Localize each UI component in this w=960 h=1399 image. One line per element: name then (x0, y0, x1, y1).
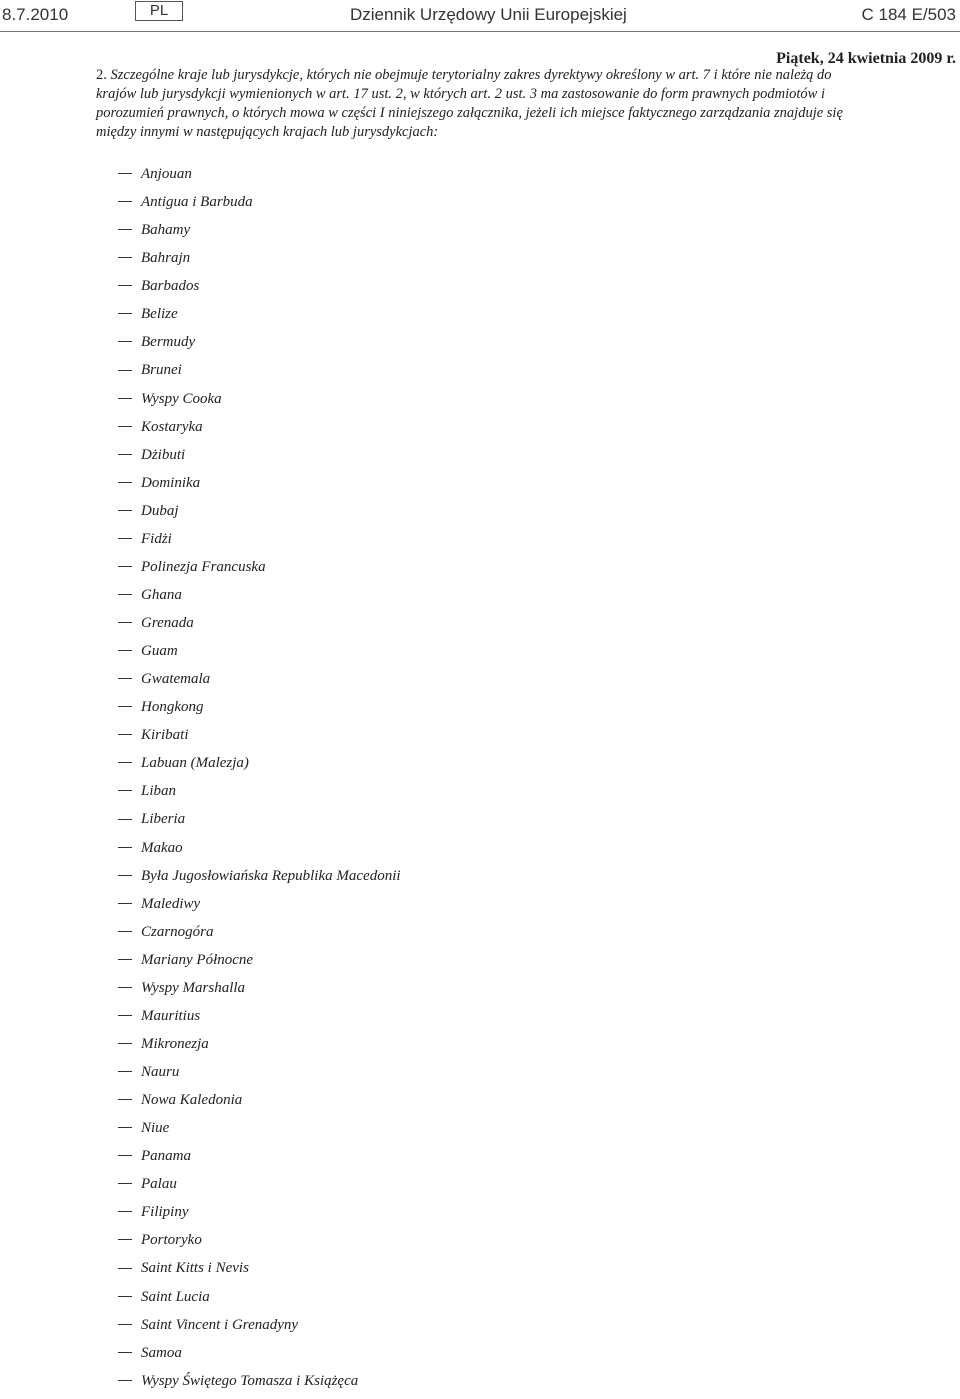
list-item (118, 473, 401, 501)
jurisdiction-name: Czarnogóra (141, 923, 214, 940)
list-item (118, 332, 401, 360)
list-item (118, 1006, 401, 1034)
em-dash-bullet (118, 1183, 132, 1184)
list-item (118, 220, 401, 248)
list-item (118, 417, 401, 445)
paragraph-text: Szczególne kraje lub jurysdykcje, których nie obejmuje terytorialny zakres dyrektywy określony w art. 7 i które nie należą do krajów lub jurysdykcji wymienionych w art. 17 ust. 2, w których art. 2 ust. 3 ma zastosowanie do form prawnych podmiotów i porozumień prawnych, o których mowa w części I niniejszego załącznika, jeżeli ich miejsce faktycznego zarządzania znajduje się między innymi w następujących krajach lub jurysdykcjach: (96, 67, 843, 140)
list-item (118, 1146, 401, 1174)
jurisdiction-name: Anjouan (141, 166, 192, 182)
em-dash-bullet (118, 1071, 132, 1072)
em-dash-bullet (118, 622, 132, 623)
em-dash-bullet (118, 1127, 132, 1128)
jurisdiction-name: Była Jugosłowiańska Republika Macedonii (141, 867, 401, 884)
em-dash-bullet (118, 313, 132, 314)
list-item (118, 1034, 401, 1062)
header-divider (0, 31, 960, 32)
jurisdiction-name: Guam (141, 643, 178, 660)
list-item (118, 1371, 401, 1399)
jurisdiction-name: Saint Vincent i Grenadyny (141, 1316, 299, 1333)
list-item (118, 192, 401, 220)
list-item (118, 501, 401, 529)
jurisdiction-name: Palau (141, 1176, 177, 1193)
em-dash-bullet (118, 454, 132, 455)
jurisdiction-name: Mauritius (141, 1007, 201, 1024)
em-dash-bullet (118, 201, 132, 202)
list-item (118, 950, 401, 978)
em-dash-bullet (118, 678, 132, 679)
list-item (118, 389, 401, 417)
em-dash-bullet (118, 875, 132, 876)
publication-date: 8.7.2010 (2, 5, 69, 24)
jurisdiction-name: Saint Lucia (141, 1288, 210, 1305)
em-dash-bullet (118, 959, 132, 960)
jurisdiction-name: Labuan (Malezja) (141, 755, 249, 772)
list-item (118, 866, 401, 894)
jurisdiction-name: Liban (141, 783, 177, 800)
em-dash-bullet (118, 1099, 132, 1100)
list-item (118, 725, 401, 753)
jurisdiction-name: Dubaj (141, 502, 179, 519)
list-item (118, 809, 401, 837)
em-dash-bullet (118, 285, 132, 286)
em-dash-bullet (118, 1268, 132, 1269)
list-item (118, 1118, 401, 1146)
page-header (0, 0, 960, 30)
list-item (118, 978, 401, 1006)
em-dash-bullet (118, 566, 132, 567)
jurisdiction-name: Makao (141, 839, 183, 856)
list-item (118, 557, 401, 585)
jurisdiction-name: Hongkong (141, 699, 204, 716)
em-dash-bullet (118, 594, 132, 595)
jurisdiction-name: Gwatemala (141, 671, 211, 688)
paragraph-number: 2. (96, 67, 107, 83)
sitting-date: Piątek, 24 kwietnia 2009 r. (776, 50, 956, 67)
em-dash-bullet (118, 762, 132, 763)
jurisdiction-name: Grenada (141, 615, 194, 631)
jurisdiction-name: Kiribati (141, 727, 189, 744)
list-item (118, 360, 401, 388)
jurisdiction-name: Barbados (141, 278, 200, 295)
list-item (118, 922, 401, 950)
jurisdiction-name: Malediwy (141, 895, 201, 912)
em-dash-bullet (118, 790, 132, 791)
jurisdiction-name: Portoryko (141, 1232, 202, 1249)
list-item (118, 1202, 401, 1230)
em-dash-bullet (118, 847, 132, 848)
jurisdiction-name: Antigua i Barbuda (141, 194, 253, 211)
jurisdiction-name: Fidżi (141, 530, 172, 547)
em-dash-bullet (118, 426, 132, 427)
jurisdiction-name: Liberia (141, 811, 186, 828)
paragraph-2 (96, 66, 868, 142)
list-item (118, 838, 401, 866)
em-dash-bullet (118, 257, 132, 258)
list-item (118, 304, 401, 332)
jurisdiction-name: Wyspy Cooka (141, 390, 222, 407)
em-dash-bullet (118, 987, 132, 988)
list-item (118, 753, 401, 781)
jurisdiction-name: Ghana (141, 586, 182, 603)
jurisdiction-name: Mikronezja (141, 1035, 209, 1052)
em-dash-bullet (118, 650, 132, 651)
em-dash-bullet (118, 1211, 132, 1212)
list-item (118, 529, 401, 557)
jurisdiction-list (118, 164, 401, 1399)
jurisdiction-name: Mariany Północne (141, 951, 254, 968)
em-dash-bullet (118, 538, 132, 539)
list-item (118, 669, 401, 697)
jurisdiction-name: Filipiny (141, 1204, 189, 1221)
em-dash-bullet (118, 734, 132, 735)
em-dash-bullet (118, 1380, 132, 1381)
jurisdiction-name: Belize (141, 306, 178, 323)
jurisdiction-name: Polinezja Francuska (141, 558, 266, 575)
list-item (118, 1315, 401, 1343)
em-dash-bullet (118, 341, 132, 342)
list-item (118, 1174, 401, 1202)
language-badge: PL (135, 1, 183, 21)
em-dash-bullet (118, 482, 132, 483)
jurisdiction-name: Brunei (141, 362, 182, 379)
jurisdiction-name: Niue (141, 1120, 170, 1137)
jurisdiction-name: Panama (141, 1148, 191, 1165)
list-item (118, 697, 401, 725)
em-dash-bullet (118, 903, 132, 904)
journal-reference: C 184 E/503 (861, 5, 956, 24)
em-dash-bullet (118, 1043, 132, 1044)
jurisdiction-name: Saint Kitts i Nevis (141, 1260, 249, 1277)
em-dash-bullet (118, 706, 132, 707)
list-item (118, 641, 401, 669)
em-dash-bullet (118, 1296, 132, 1297)
jurisdiction-name: Bahamy (141, 222, 191, 239)
list-item (118, 894, 401, 922)
jurisdiction-name: Wyspy Świętego Tomasza i Książęca (141, 1372, 359, 1389)
em-dash-bullet (118, 1352, 132, 1353)
em-dash-bullet (118, 370, 132, 371)
em-dash-bullet (118, 510, 132, 511)
em-dash-bullet (118, 173, 132, 174)
journal-title: Dziennik Urzędowy Unii Europejskiej (350, 5, 627, 24)
list-item (118, 248, 401, 276)
list-item (118, 1062, 401, 1090)
em-dash-bullet (118, 931, 132, 932)
list-item (118, 585, 401, 613)
list-item (118, 276, 401, 304)
jurisdiction-name: Kostaryka (141, 418, 203, 435)
list-item (118, 1343, 401, 1371)
em-dash-bullet (118, 229, 132, 230)
jurisdiction-name: Bahrajn (141, 250, 191, 267)
em-dash-bullet (118, 1015, 132, 1016)
jurisdiction-name: Nauru (141, 1064, 180, 1080)
em-dash-bullet (118, 1324, 132, 1325)
em-dash-bullet (118, 1239, 132, 1240)
list-item (118, 164, 401, 192)
jurisdiction-name: Dżibuti (141, 446, 186, 463)
list-item (118, 781, 401, 809)
em-dash-bullet (118, 398, 132, 399)
list-item (118, 1090, 401, 1118)
list-item (118, 1258, 401, 1286)
jurisdiction-name: Wyspy Marshalla (141, 979, 246, 996)
em-dash-bullet (118, 819, 132, 820)
em-dash-bullet (118, 1155, 132, 1156)
list-item (118, 613, 401, 641)
list-item (118, 1230, 401, 1258)
jurisdiction-name: Samoa (141, 1344, 182, 1361)
list-item (118, 445, 401, 473)
jurisdiction-name: Bermudy (141, 334, 196, 351)
jurisdiction-name: Nowa Kaledonia (141, 1092, 243, 1109)
list-item (118, 1287, 401, 1315)
jurisdiction-name: Dominika (141, 474, 201, 491)
